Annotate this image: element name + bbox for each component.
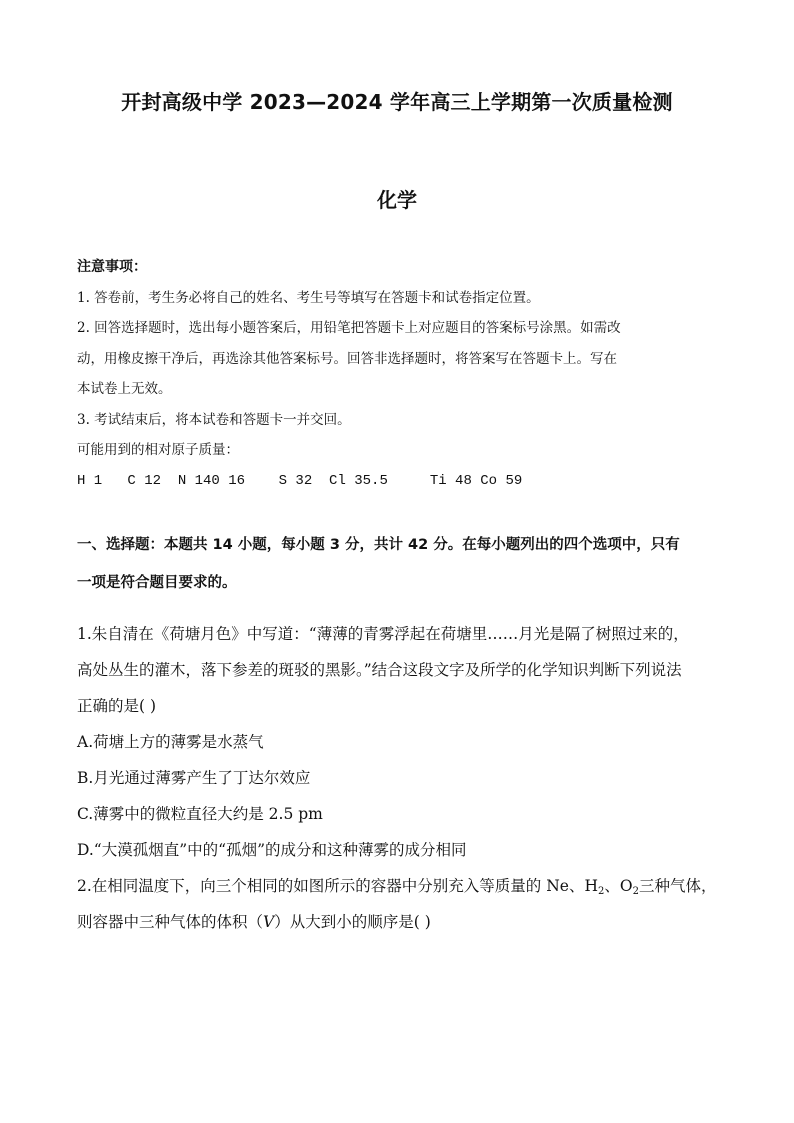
note-item-2-line-2: 动，用橡皮擦干净后，再选涂其他答案标号。回答非选择题时，将答案写在答题卡上。写在 [77, 350, 617, 367]
question-1-line-3: 正确的是( ) [77, 697, 157, 715]
section-heading [77, 526, 727, 602]
h2-subscript: 2 [597, 886, 605, 897]
atomic-mass-label: 可能用到的相对原子质量： [77, 442, 239, 458]
atomic-mass-list: H 1 C 12 N 140 16 S 32 Cl 35.5 Ti 48 Co 59 [77, 472, 523, 489]
note-item-3: 3. 考试结束后，将本试卷和答题卡一并交回。 [77, 411, 351, 428]
note-item-2-line-3: 本试卷上无效。 [77, 381, 172, 397]
section-heading-line-1: 一、选择题：本题共 14 小题，每小题 3 分，共计 42 分。在每小题列出的四个选项中，只有 [77, 537, 680, 553]
note-item-2-line-1: 2. 回答选择题时，选出每小题答案后，用铅笔把答题卡上对应题目的答案标号涂黑。如需改 [77, 320, 621, 336]
question-1-line-2: 高处丛生的灌木，落下参差的斑驳的黑影。”结合这段文字及所学的化学知识判断下列说法 [77, 661, 682, 679]
notes-block [77, 252, 727, 496]
question-2-text-b: 、O [604, 877, 633, 895]
o2-subscript: 2 [632, 886, 639, 897]
section-heading-line-2: 一项是符合题目要求的。 [77, 575, 237, 591]
exam-title: 开封高级中学 2023—2024 学年高三上学期第一次质量检测 [121, 90, 673, 114]
question-2-text-c: 三种气体， [638, 877, 717, 895]
question-1-option-d: D.“大漠孤烟直”中的“孤烟”的成分和这种薄雾的成分相同 [77, 841, 467, 859]
question-2-text-e: ）从大到小的顺序是( ) [274, 913, 431, 931]
question-2-line-2 [77, 904, 727, 940]
question-1-option-b: B.月光通过薄雾产生了丁达尔效应 [77, 769, 311, 787]
note-item-1: 1. 答卷前，考生务必将自己的姓名、考生号等填写在答题卡和试卷指定位置。 [77, 289, 540, 306]
question-2-text-d: 则容器中三种气体的体积（ [77, 913, 264, 931]
volume-symbol: V [263, 913, 275, 931]
questions-block [77, 616, 727, 940]
question-1-option-c: C.薄雾中的微粒直径大约是 2.5 pm [77, 805, 323, 823]
question-2-line-1 [77, 868, 727, 904]
subject-title: 化学 [377, 188, 417, 212]
notes-heading: 注意事项： [77, 259, 147, 275]
question-1-option-a: A.荷塘上方的薄雾是水蒸气 [77, 733, 264, 751]
question-1-line-1: 1.朱自清在《荷塘月色》中写道：“薄薄的青雾浮起在荷塘里……月光是隔了树照过来的， [77, 625, 689, 643]
question-2-text-a: 2.在相同温度下，向三个相同的如图所示的容器中分别充入等质量的 Ne、H [77, 877, 598, 895]
